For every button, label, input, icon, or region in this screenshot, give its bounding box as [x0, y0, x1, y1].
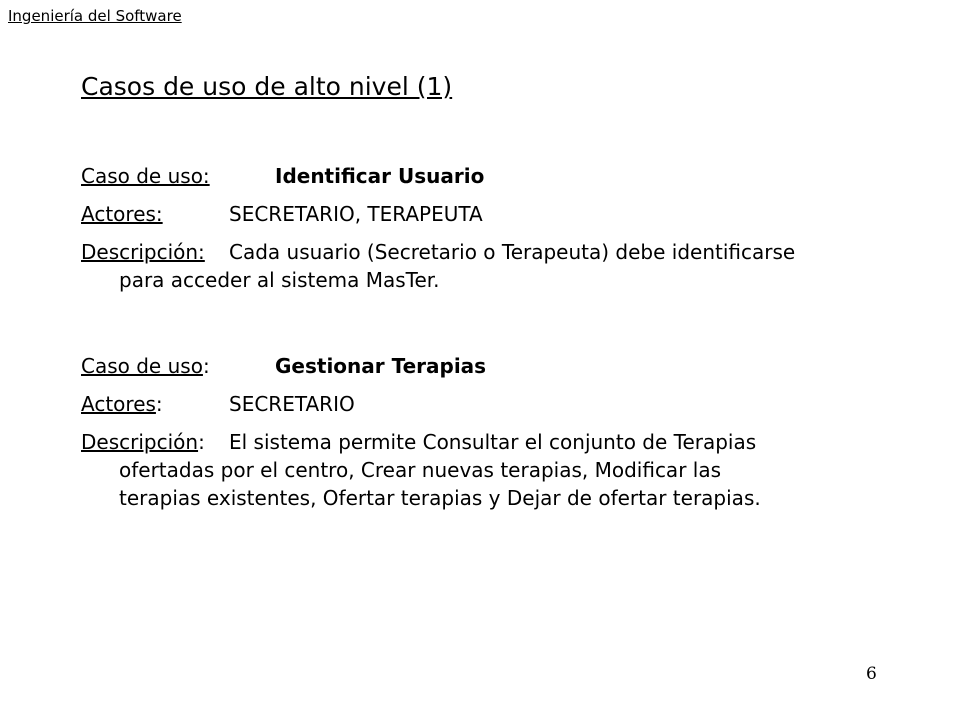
description-line-1: El sistema permite Consultar el conjunto de Terapias: [229, 430, 757, 454]
description-line-2: ofertadas por el centro, Crear nuevas terapias, Modificar las: [119, 458, 722, 482]
page-number: 6: [866, 664, 877, 684]
actors-value: SECRETARIO: [229, 392, 355, 416]
actors-row: [81, 204, 881, 228]
description-line-3: terapias existentes, Ofertar terapias y Dejar de ofertar terapias.: [119, 486, 761, 510]
actors-label: Actores:: [81, 392, 163, 416]
use-case-identificar-usuario: [81, 166, 881, 290]
slide-title: Casos de uso de alto nivel (1): [81, 72, 453, 101]
use-case-name: Gestionar Terapias: [275, 354, 487, 378]
use-case-gestionar-terapias: [81, 356, 881, 508]
description-line-2: para acceder al sistema MasTer.: [119, 268, 440, 292]
description-row: [81, 242, 881, 290]
actors-label: Actores:: [81, 202, 163, 226]
use-case-name-row: [81, 356, 881, 380]
description-row: [81, 432, 881, 508]
use-case-label: Caso de uso:: [81, 354, 210, 378]
description-line-1: Cada usuario (Secretario o Terapeuta) debe identificarse: [229, 240, 796, 264]
course-header: Ingeniería del Software: [8, 7, 182, 25]
description-label: Descripción:: [81, 240, 205, 264]
use-case-label: Caso de uso:: [81, 164, 210, 188]
description-label: Descripción:: [81, 430, 205, 454]
actors-value: SECRETARIO, TERAPEUTA: [229, 202, 483, 226]
use-case-name: Identificar Usuario: [275, 164, 485, 188]
use-case-name-row: [81, 166, 881, 190]
actors-row: [81, 394, 881, 418]
